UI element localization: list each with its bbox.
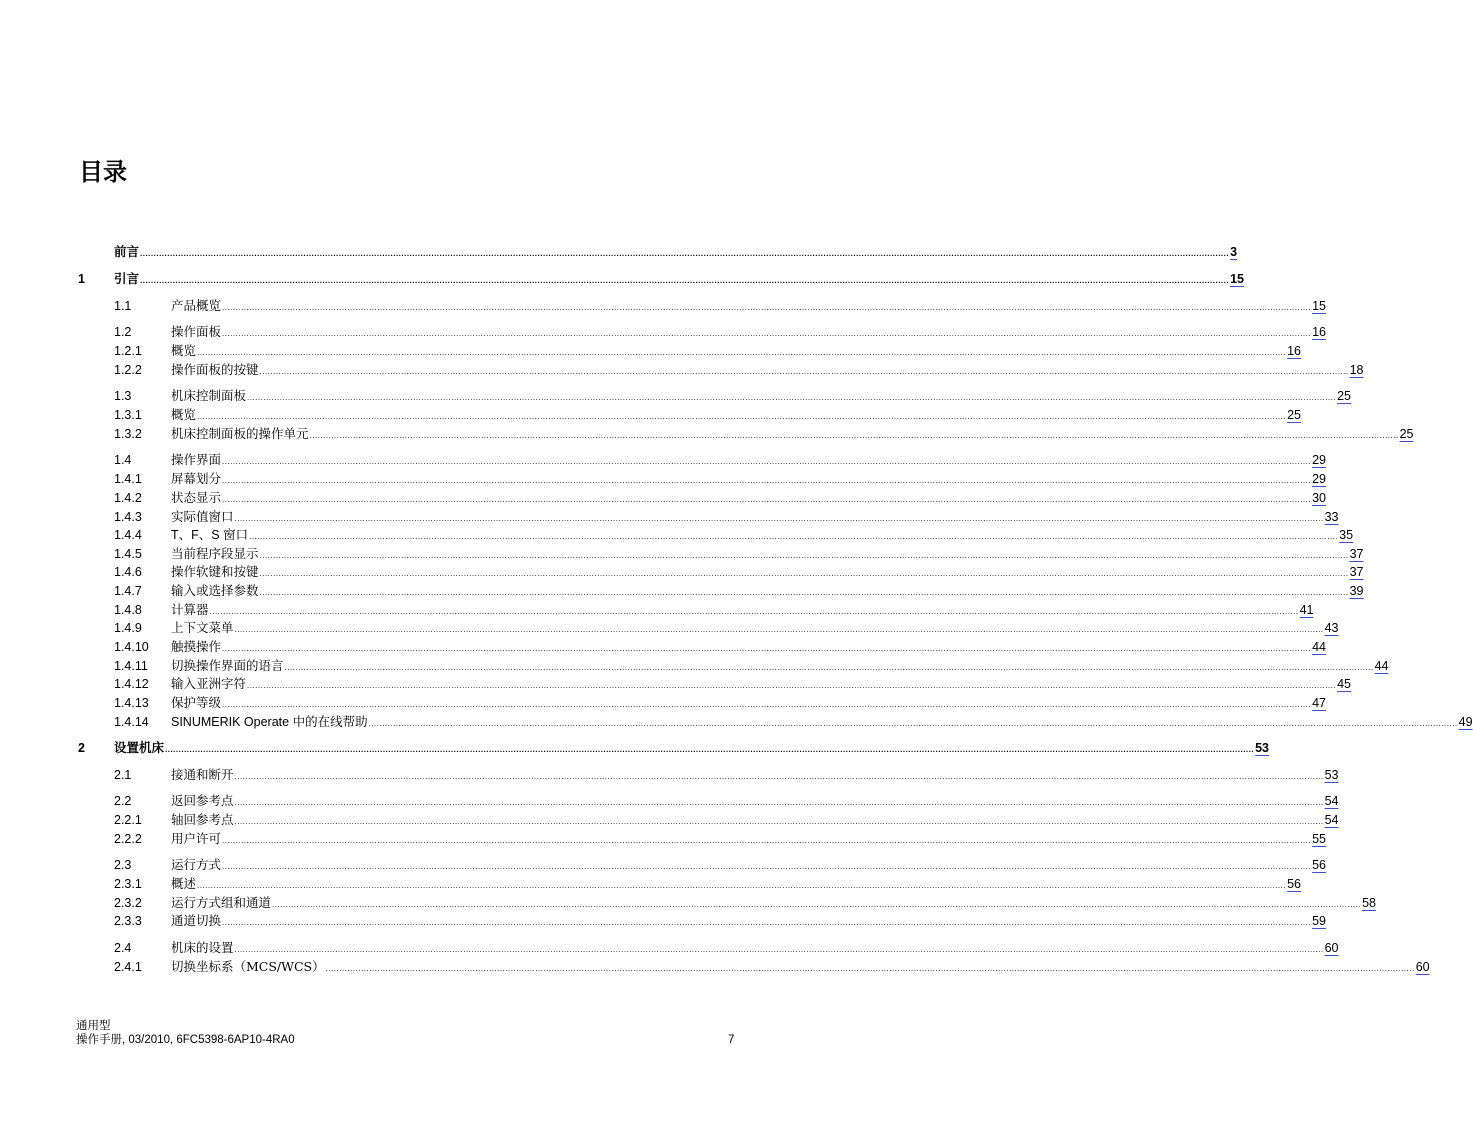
toc-entry-title[interactable]: 操作软键和按键 [171, 564, 259, 579]
toc-entry-page-link[interactable]: 35 [1339, 528, 1354, 542]
dot-leader: ................................................................................................................................................................................................................................................................................................................................................................................................................ [222, 644, 1312, 653]
toc-entry-page-link[interactable]: 25 [1287, 408, 1301, 422]
toc-entry-line [171, 387, 1351, 405]
toc-entry[interactable] [0, 243, 1238, 261]
toc-entry-page-link[interactable]: 44 [1374, 659, 1389, 673]
toc-entry[interactable] [0, 657, 1389, 675]
toc-entry-number: 2.3.3 [114, 914, 142, 928]
toc-entry[interactable] [0, 875, 1301, 893]
toc-entry[interactable] [0, 406, 1301, 424]
toc-entry[interactable] [0, 939, 1339, 957]
dot-leader: ................................................................................................................................................................................................................................................................................................................................................................................................................ [234, 514, 1324, 523]
toc-entry[interactable] [0, 361, 1364, 379]
toc-entry-page-link[interactable]: 49 [1458, 715, 1473, 729]
toc-entry-title[interactable]: 计算器 [171, 602, 209, 617]
page-title: 目录 [79, 158, 127, 186]
toc-entry-line [171, 526, 1354, 544]
toc-entry-title[interactable]: 概览 [171, 343, 197, 358]
toc-entry-line [171, 361, 1364, 379]
dot-leader: ................................................................................................................................................................................................................................................................................................................................................................................................................ [234, 817, 1324, 826]
toc-entry[interactable] [0, 638, 1326, 656]
toc-entry-title[interactable]: 机床控制面板的操作单元 [171, 426, 309, 441]
toc-entry[interactable] [0, 675, 1351, 693]
dot-leader: ................................................................................................................................................................................................................................................................................................................................................................................................................ [259, 588, 1349, 597]
toc-entry-title[interactable]: 产品概览 [171, 298, 222, 313]
dot-leader: ................................................................................................................................................................................................................................................................................................................................................................................................................ [165, 745, 1255, 754]
toc-entry-number: 2.2.2 [114, 832, 142, 846]
footer-product: 通用型 [76, 1018, 111, 1032]
toc-entry-number: 1.3.2 [114, 427, 142, 441]
toc-entry-line [171, 830, 1326, 848]
toc-entry-number: 1.4.8 [114, 603, 142, 617]
toc-entry-page-link[interactable]: 18 [1349, 363, 1364, 377]
toc-entry-number: 1 [78, 272, 85, 286]
toc-entry-line [114, 739, 1269, 757]
toc-entry[interactable] [0, 894, 1376, 912]
toc-entry-page-link[interactable]: 44 [1312, 640, 1326, 654]
toc-entry-number: 1.4.2 [114, 491, 142, 505]
dot-leader: ................................................................................................................................................................................................................................................................................................................................................................................................................ [140, 276, 1230, 285]
toc-entry[interactable] [0, 619, 1339, 637]
toc-entry-title[interactable]: 设置机床 [114, 740, 165, 755]
dot-leader: ................................................................................................................................................................................................................................................................................................................................................................................................................ [234, 772, 1324, 781]
toc-entry-title[interactable]: 当前程序段显示 [171, 546, 259, 561]
toc-entry-title[interactable]: 前言 [114, 244, 140, 259]
toc-entry-line [171, 323, 1326, 341]
toc-entry-line [171, 582, 1364, 600]
toc-entry-line [171, 912, 1326, 930]
toc-entry-number: 2 [78, 741, 85, 755]
toc-entry-title[interactable]: 运行方式组和通道 [171, 895, 272, 910]
toc-entry-title[interactable]: 接通和断开 [171, 767, 234, 782]
dot-leader: ................................................................................................................................................................................................................................................................................................................................................................................................................ [368, 719, 1458, 728]
toc-entry-title[interactable]: 通道切换 [171, 913, 222, 928]
toc-entry-title[interactable]: 轴回参考点 [171, 812, 234, 827]
toc-entry-page-link[interactable]: 16 [1287, 344, 1301, 358]
toc-entry-line [114, 270, 1244, 288]
toc-entry-line [171, 657, 1389, 675]
toc-entry-title[interactable]: 引言 [114, 271, 140, 286]
toc-entry-number: 2.4.1 [114, 960, 142, 974]
toc-entry-page-link[interactable]: 55 [1312, 832, 1326, 846]
dot-leader: ................................................................................................................................................................................................................................................................................................................................................................................................................ [247, 681, 1337, 690]
toc-entry[interactable] [0, 563, 1364, 581]
toc-entry-line [171, 406, 1301, 424]
toc-entry-page-link[interactable]: 60 [1324, 941, 1339, 955]
toc-entry-page-link[interactable]: 37 [1349, 547, 1364, 561]
toc-entry[interactable] [0, 792, 1339, 810]
toc-entry-number: 1.4.6 [114, 565, 142, 579]
toc-entry[interactable] [0, 958, 1430, 976]
toc-entry-line [171, 694, 1326, 712]
toc-entry-title[interactable]: 返回参考点 [171, 793, 234, 808]
toc-entry-title[interactable]: 状态显示 [171, 490, 222, 505]
toc-entry-number: 2.2.1 [114, 813, 142, 827]
toc-entry-title[interactable]: 上下文菜单 [171, 620, 234, 635]
toc-entry-number: 1.4.13 [114, 696, 149, 710]
dot-leader: ................................................................................................................................................................................................................................................................................................................................................................................................................ [140, 249, 1230, 258]
toc-entry-line [171, 856, 1326, 874]
toc-entry-page-link[interactable]: 59 [1312, 914, 1326, 928]
toc-entry-number: 2.2 [114, 794, 132, 808]
toc-entry-page-link[interactable]: 25 [1399, 427, 1414, 441]
toc-entry[interactable] [0, 830, 1326, 848]
toc-entry[interactable] [0, 387, 1351, 405]
toc-entry-page-link[interactable]: 53 [1255, 741, 1269, 755]
toc-entry-number: 1.3 [114, 389, 132, 403]
dot-leader: ................................................................................................................................................................................................................................................................................................................................................................................................................ [222, 457, 1312, 466]
toc-entry[interactable] [0, 489, 1326, 507]
toc-entry-line [171, 792, 1339, 810]
toc-entry-page-link[interactable]: 16 [1312, 325, 1326, 339]
toc-entry-line [171, 508, 1339, 526]
toc-entry-line [171, 601, 1314, 619]
toc-entry-line [171, 563, 1364, 581]
toc-entry-number: 1.4.10 [114, 640, 149, 654]
toc-entry-line [171, 545, 1364, 563]
toc-entry-title[interactable]: 输入亚洲字符 [171, 676, 247, 691]
dot-leader: ................................................................................................................................................................................................................................................................................................................................................................................................................ [222, 862, 1312, 871]
toc-entry[interactable] [0, 856, 1326, 874]
toc-entry[interactable] [0, 912, 1326, 930]
toc-entry-number: 1.2.2 [114, 363, 142, 377]
toc-entry-page-link[interactable]: 47 [1312, 696, 1326, 710]
toc-entry-line [171, 675, 1351, 693]
toc-entry-number: 1.1 [114, 299, 132, 313]
toc-entry[interactable] [0, 270, 1244, 288]
toc-entry-number: 1.4.1 [114, 472, 142, 486]
toc-entry-page-link[interactable]: 56 [1287, 877, 1301, 891]
toc-entry[interactable] [0, 342, 1301, 360]
dot-leader: ................................................................................................................................................................................................................................................................................................................................................................................................................ [222, 918, 1312, 927]
toc-entry-title[interactable]: 概览 [171, 407, 197, 422]
toc-entry-line [171, 425, 1414, 443]
toc-entry-page-link[interactable]: 45 [1337, 677, 1351, 691]
page-number: 7 [728, 1034, 735, 1046]
toc-entry[interactable] [0, 526, 1354, 544]
toc-entry[interactable] [0, 425, 1414, 443]
toc-entry-line [171, 958, 1430, 976]
toc-entry-page-link[interactable]: 25 [1337, 389, 1351, 403]
toc-entry-line [171, 297, 1326, 315]
toc-entry-title[interactable]: 用户许可 [171, 831, 222, 846]
toc-entry-page-link[interactable]: 60 [1415, 960, 1430, 974]
toc-entry-title[interactable]: 运行方式 [171, 857, 222, 872]
dot-leader: ................................................................................................................................................................................................................................................................................................................................................................................................................ [309, 431, 1399, 440]
footer [76, 1018, 295, 1048]
toc-entry-title[interactable]: 操作界面 [171, 452, 222, 467]
dot-leader: ................................................................................................................................................................................................................................................................................................................................................................................................................ [259, 551, 1349, 560]
toc-entry-title[interactable]: SINUMERIK Operate 中的在线帮助 [171, 715, 368, 729]
toc-entry-line [171, 342, 1301, 360]
dot-leader: ................................................................................................................................................................................................................................................................................................................................................................................................................ [249, 532, 1339, 541]
dot-leader: ................................................................................................................................................................................................................................................................................................................................................................................................................ [247, 393, 1337, 402]
toc-entry[interactable] [0, 545, 1364, 563]
toc-entry-line [171, 939, 1339, 957]
toc-entry-title[interactable]: 实际值窗口 [171, 509, 234, 524]
toc-entry-number: 1.4.3 [114, 510, 142, 524]
toc-entry-line [171, 470, 1326, 488]
dot-leader: ................................................................................................................................................................................................................................................................................................................................................................................................................ [325, 964, 1415, 973]
toc-entry-title[interactable]: 概述 [171, 876, 197, 891]
toc-entry-title[interactable]: 保护等级 [171, 695, 222, 710]
dot-leader: ................................................................................................................................................................................................................................................................................................................................................................................................................ [259, 569, 1349, 578]
toc-entry[interactable] [0, 323, 1326, 341]
toc-entry-title[interactable]: 触摸操作 [171, 639, 222, 654]
toc-entry-number: 1.4.9 [114, 621, 142, 635]
toc-entry[interactable] [0, 694, 1326, 712]
toc-entry-page-link[interactable]: 29 [1312, 472, 1326, 486]
toc-entry-title[interactable]: 切换操作界面的语言 [171, 658, 284, 673]
toc-entry-number: 2.1 [114, 768, 132, 782]
toc-entry-title[interactable]: 输入或选择参数 [171, 583, 259, 598]
toc-entry-line [171, 766, 1339, 784]
dot-leader: ................................................................................................................................................................................................................................................................................................................................................................................................................ [222, 303, 1312, 312]
toc-entry[interactable] [0, 582, 1364, 600]
toc-entry-page-link[interactable]: 41 [1299, 603, 1314, 617]
dot-leader: ................................................................................................................................................................................................................................................................................................................................................................................................................ [197, 412, 1287, 421]
dot-leader: ................................................................................................................................................................................................................................................................................................................................................................................................................ [234, 625, 1324, 634]
toc-entry-page-link[interactable]: 58 [1362, 896, 1376, 910]
toc-entry-number: 1.4.5 [114, 547, 142, 561]
toc-entry-number: 1.4.14 [114, 715, 149, 729]
toc-entry-page-link[interactable]: 15 [1312, 299, 1326, 313]
toc-entry[interactable] [0, 601, 1314, 619]
dot-leader: ................................................................................................................................................................................................................................................................................................................................................................................................................ [222, 700, 1312, 709]
toc-entry-number: 1.4.4 [114, 528, 142, 542]
toc-entry-page-link[interactable]: 29 [1312, 453, 1326, 467]
toc-entry-page-link[interactable]: 54 [1324, 794, 1339, 808]
toc-entry-title[interactable]: 机床控制面板 [171, 388, 247, 403]
dot-leader: ................................................................................................................................................................................................................................................................................................................................................................................................................ [222, 495, 1312, 504]
toc-entry-number: 2.3 [114, 858, 132, 872]
toc-entry[interactable] [0, 766, 1339, 784]
dot-leader: ................................................................................................................................................................................................................................................................................................................................................................................................................ [209, 607, 1299, 616]
dot-leader: ................................................................................................................................................................................................................................................................................................................................................................................................................ [259, 367, 1349, 376]
toc-entry[interactable] [0, 811, 1339, 829]
dot-leader: ................................................................................................................................................................................................................................................................................................................................................................................................................ [234, 798, 1324, 807]
toc-entry-number: 1.2 [114, 325, 132, 339]
toc-entry-page-link[interactable]: 37 [1349, 565, 1364, 579]
toc-entry-page-link[interactable]: 54 [1324, 813, 1339, 827]
toc-entry-number: 1.2.1 [114, 344, 142, 358]
toc-entry-number: 2.3.2 [114, 896, 142, 910]
dot-leader: ................................................................................................................................................................................................................................................................................................................................................................................................................ [284, 663, 1374, 672]
toc-entry-number: 2.3.1 [114, 877, 142, 891]
toc-entry-page-link[interactable]: 30 [1312, 491, 1326, 505]
toc-entry-page-link[interactable]: 15 [1230, 272, 1244, 286]
toc-entry-line [171, 451, 1326, 469]
toc-entry-title[interactable]: 操作面板 [171, 324, 222, 339]
toc-entry-line [171, 875, 1301, 893]
footer-manual-info: 操作手册, 03/2010, 6FC5398-6AP10-4RA0 [76, 1034, 295, 1046]
dot-leader: ................................................................................................................................................................................................................................................................................................................................................................................................................ [197, 881, 1287, 890]
toc-entry-page-link[interactable]: 3 [1230, 245, 1238, 259]
toc-entry[interactable] [0, 470, 1326, 488]
toc-entry-number: 1.4.12 [114, 677, 149, 691]
toc-entry[interactable] [0, 451, 1326, 469]
toc-entry[interactable] [0, 713, 1473, 731]
toc-entry-line [114, 243, 1238, 261]
toc-entry-line [171, 811, 1339, 829]
toc-entry-title[interactable]: T、F、S 窗口 [171, 528, 249, 542]
dot-leader: ................................................................................................................................................................................................................................................................................................................................................................................................................ [197, 348, 1287, 357]
toc-entry-line [171, 619, 1339, 637]
toc-entry[interactable] [0, 739, 1269, 757]
toc-entry-page-link[interactable]: 43 [1324, 621, 1339, 635]
toc-entry-number: 1.4.7 [114, 584, 142, 598]
toc-entry-title[interactable]: 操作面板的按键 [171, 362, 259, 377]
toc-entry-line [171, 638, 1326, 656]
toc-entry-title[interactable]: 切换坐标系（MCS/WCS） [171, 959, 325, 974]
toc-entry-line [171, 489, 1326, 507]
toc-entry-number: 1.4 [114, 453, 132, 467]
toc-entry[interactable] [0, 508, 1339, 526]
toc-entry-number: 1.3.1 [114, 408, 142, 422]
dot-leader: ................................................................................................................................................................................................................................................................................................................................................................................................................ [272, 900, 1362, 909]
dot-leader: ................................................................................................................................................................................................................................................................................................................................................................................................................ [222, 836, 1312, 845]
dot-leader: ................................................................................................................................................................................................................................................................................................................................................................................................................ [222, 329, 1312, 338]
toc-entry-line [171, 894, 1376, 912]
dot-leader: ................................................................................................................................................................................................................................................................................................................................................................................................................ [222, 476, 1312, 485]
dot-leader: ................................................................................................................................................................................................................................................................................................................................................................................................................ [234, 945, 1324, 954]
toc-entry[interactable] [0, 297, 1326, 315]
toc-entry-page-link[interactable]: 53 [1324, 768, 1339, 782]
toc-entry-title[interactable]: 机床的设置 [171, 940, 234, 955]
toc-entry-page-link[interactable]: 33 [1324, 510, 1339, 524]
toc-entry-title[interactable]: 屏幕划分 [171, 471, 222, 486]
toc-entry-page-link[interactable]: 56 [1312, 858, 1326, 872]
toc-entry-line [171, 713, 1473, 731]
toc-entry-page-link[interactable]: 39 [1349, 584, 1364, 598]
toc-entry-number: 1.4.11 [114, 659, 148, 673]
toc-entry-number: 2.4 [114, 941, 132, 955]
